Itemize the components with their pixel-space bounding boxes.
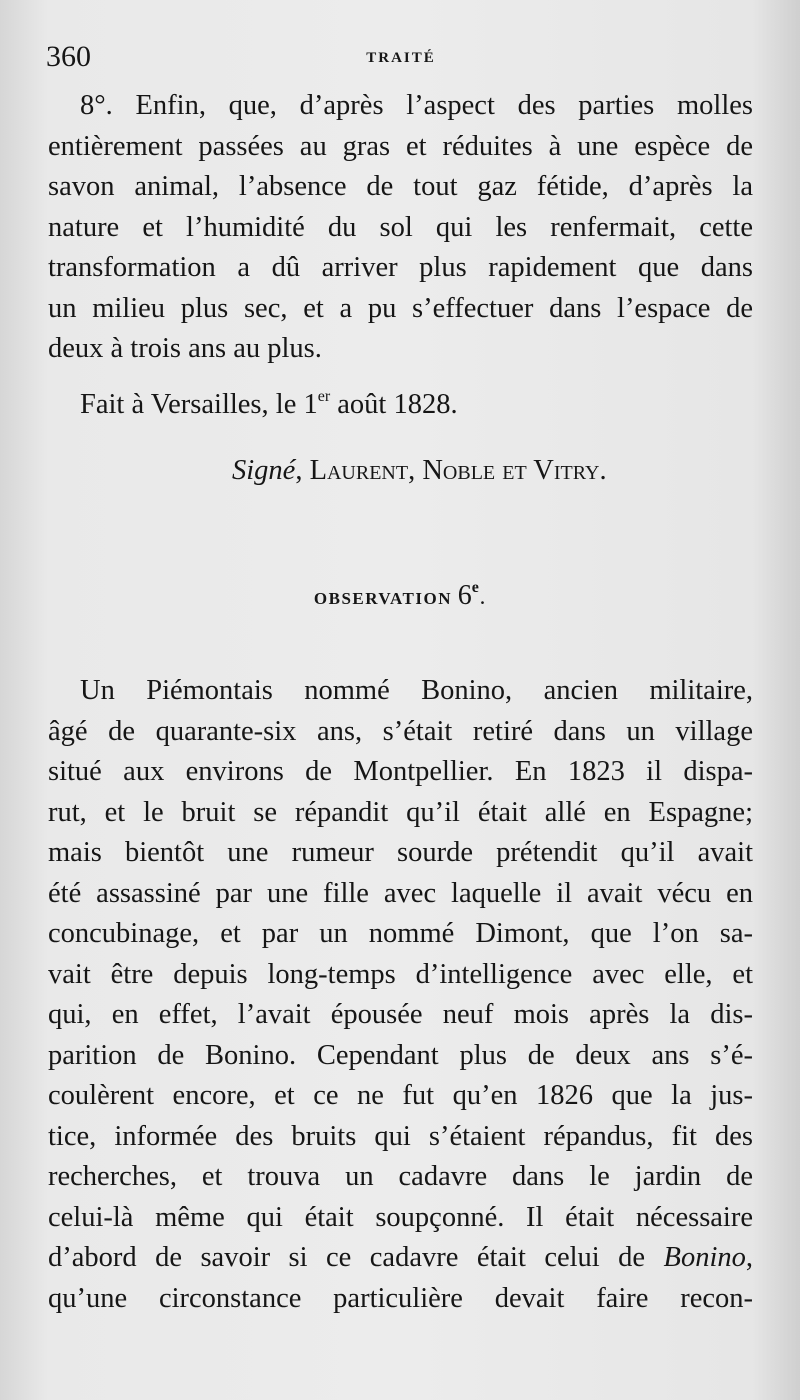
- text-line: 8°. Enfin, que, d’après l’aspect des parties molles: [80, 90, 753, 121]
- signatories: , Laurent, Noble et Vitry.: [295, 455, 607, 486]
- text-line: vait être depuis long-temps d’intelligence avec elle, et: [48, 958, 753, 990]
- text-line: situé aux environs de Montpellier. En 1823 il dispa-: [48, 756, 753, 787]
- signe-label: Signé: [232, 455, 296, 486]
- text-line: qu’une circonstance particulière devait faire recon-: [48, 1282, 753, 1314]
- text-line: Un Piémontais nommé Bonino, ancien militaire,: [80, 675, 753, 706]
- signature-line: [232, 455, 607, 487]
- text-line: savon animal, l’absence de tout gaz fétide, d’après la: [48, 171, 753, 202]
- text-line: rut, et le bruit se répandit qu’il était allé en Espagne;: [48, 796, 753, 828]
- text-line: mais bientôt une rumeur sourde prétendit qu’il avait: [48, 837, 753, 868]
- text-line: qui, en effet, l’avait épousée neuf mois après la dis-: [48, 999, 753, 1030]
- paragraph-bonino-case: [48, 671, 753, 1319]
- text-line: âgé de quarante-six ans, s’était retiré dans un village: [48, 715, 753, 747]
- dateline: Fait à Versailles, le 1er août 1828.: [80, 388, 458, 420]
- running-head: TRAITÉ: [366, 50, 436, 66]
- text-line: recherches, et trouva un cadavre dans le jardin de: [48, 1161, 753, 1192]
- italic-name: Bonino: [663, 1242, 746, 1273]
- observation-heading: OBSERVATION 6e.: [313, 579, 487, 611]
- text-line-with-name: d’abord de savoir si ce cadavre était celui de Bonino,: [48, 1242, 753, 1273]
- text-line: transformation a dû arriver plus rapidement que dans: [48, 252, 753, 283]
- text-line: deux à trois ans au plus.: [48, 333, 322, 364]
- text-line: entièrement passées au gras et réduites à une espèce de: [48, 130, 753, 162]
- page-header: [46, 40, 756, 80]
- text-line: été assassiné par une fille avec laquelle il avait vécu en: [48, 877, 753, 909]
- text-line: un milieu plus sec, et a pu s’effectuer dans l’espace de: [48, 292, 753, 324]
- page-number: 360: [46, 40, 91, 73]
- paragraph-conclusion: [48, 86, 753, 370]
- text-line: tice, informée des bruits qui s’étaient répandus, fit des: [48, 1120, 753, 1152]
- text-line: celui-là même qui était soupçonné. Il était nécessaire: [48, 1201, 753, 1233]
- text-line: parition de Bonino. Cependant plus de deux ans s’é-: [48, 1039, 753, 1071]
- text-line: nature et l’humidité du sol qui les renfermait, cette: [48, 211, 753, 243]
- text-line: concubinage, et par un nommé Dimont, que l’on sa-: [48, 918, 753, 949]
- text-line: coulèrent encore, et ce ne fut qu’en 1826 que la jus-: [48, 1080, 753, 1111]
